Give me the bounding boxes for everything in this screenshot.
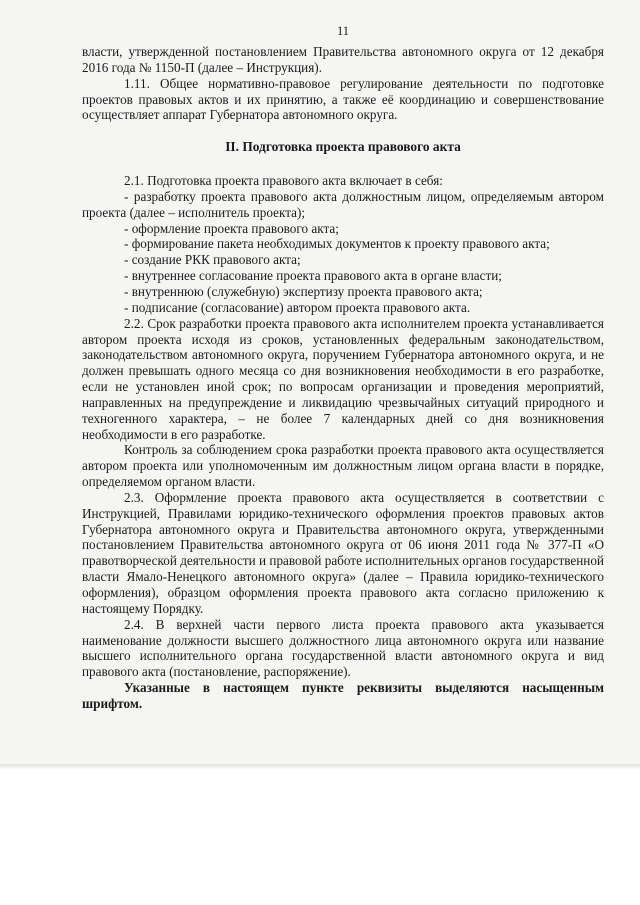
list-item: - внутреннюю (служебную) экспертизу проекта правового акта; xyxy=(124,283,483,299)
page-edge-shadow xyxy=(0,764,640,770)
list-item: - формирование пакета необходимых документов к проекту правового акта; xyxy=(124,236,550,252)
page-number: 11 xyxy=(336,24,350,38)
list-item: - подписание (согласование) автором проекта правового акта. xyxy=(124,299,471,315)
paragraph-2-3: 2.3. Оформление проекта правового акта осуществляется в соответствии с Инструкцией, Правилами юридико-технического оформления проектов правовых актов Губернатора автономного округа и Правительства автономного округа, утвержденными постановлением Правительства автономного округа от 06 июня 2011 года № 377-П «О правотворческой деятельности и правовой работе исполнительных органов государственной власти Ямало-Ненецкого автономного округа» (далее – Правила юридико-технического оформления), образцом оформления проекта правового акта согласно приложению к настоящему Порядку. xyxy=(82,489,604,616)
paragraph-2-1: 2.1. Подготовка проекта правового акта включает в себя: xyxy=(124,173,443,189)
section-title: II. Подготовка проекта правового акта xyxy=(225,139,461,155)
paragraph-2-2: 2.2. Срок разработки проекта правового акта исполнителем проекта устанавливается автором проекта исходя из сроков, установленных федеральным законодательством, законодательством автономного округа, поручением Губернатора автономного округа, и не должен превышать одного месяца со дня возникновения необходимости в его разработке, если не установлен иной срок; по вопросам организации и проведения мероприятий, направленных на предупреждение и ликвидацию чрезвычайных ситуаций природного и техногенного характера, – не более 7 календарных дней со дня возникновения необходимости в его разработке. xyxy=(82,315,604,442)
list-item: - создание РКК правового акта; xyxy=(124,252,301,268)
paragraph-1-11: 1.11. Общее нормативно-правовое регулирование деятельности по подготовке проектов правовых актов и их принятию, а также её координацию и совершенствование осуществляет аппарат Губернатора автономного округа. xyxy=(82,75,604,123)
list-item: - внутреннее согласование проекта правового акта в органе власти; xyxy=(124,268,502,284)
document-body xyxy=(82,44,604,712)
paragraph-2-4: 2.4. В верхней части первого листа проекта правового акта указывается наименование должности высшего должностного лица автономного округа или название высшего исполнительного органа государственной власти автономного округа и вид правового акта (постановление, распоряжение). xyxy=(82,616,604,680)
list-item: - оформление проекта правового акта; xyxy=(124,220,339,236)
paragraph-2-4-bold-note: Указанные в настоящем пункте реквизиты выделяются насыщенным шрифтом. xyxy=(82,680,604,711)
list-item: - разработку проекта правового акта должностным лицом, определяемым автором проекта (далее – исполнитель проекта); xyxy=(82,188,604,220)
paragraph-control: Контроль за соблюдением срока разработки проекта правового акта осуществляется автором проекта или уполномоченным им должностным лицом органа власти в порядке, определяемом органом власти. xyxy=(82,442,604,490)
paragraph-continuation: власти, утвержденной постановлением Правительства автономного округа от 12 декабря 2016 года № 1150-П (далее – Инструкция). xyxy=(82,44,604,75)
